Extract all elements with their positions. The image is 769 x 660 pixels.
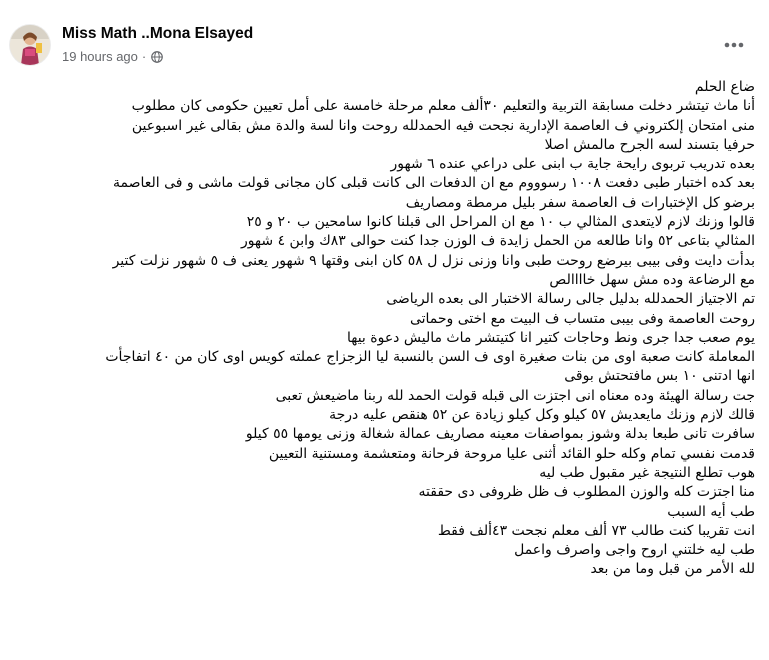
post-text-line: طب ليه خلتني اروح واجى واصرف واعمل <box>514 542 755 559</box>
post-text-line: لله الأمر من قبل وما من بعد <box>590 561 755 578</box>
post-text-line: قدمت نفسي تمام وكله حلو القائد أثنى عليا مروحة فرحانة ومتعشمة ومستنية التعيين <box>268 445 755 462</box>
globe-icon[interactable] <box>151 51 163 63</box>
post-text-line: أنا ماث تيتشر دخلت مسابقة التربية والتعليم ٣٠ألف معلم مرحلة خامسة على أمل تعيين حكومى كان مطلوب <box>131 98 755 115</box>
post-text-line: يوم صعب جدا جرى ونط وحاجات كتير انا كتيتشر ماث ماليش دعوة بيها <box>346 329 755 346</box>
post-text-line: سافرت تانى طبعا بدلة وشوز بمواصفات معينه مصاريف عمالة شغالة وزنى يومها ٥٥ كيلو <box>245 426 755 443</box>
post-text-line: بدأت دايت وفى بيبى بيرضع روحت طبى وانا وزنى نزل ل ٥٨ كان ابنى وقتها ٩ شهور يعنى ف ٥ شهور نزلت كتير <box>112 252 755 269</box>
post-text-line: بعد كده اختبار طبى دفعت ١٠٠٨ رسوووم مع ان الدفعات الى كانت قبلى كان مجانى قولت ماشى و فى العاصمة <box>113 175 755 192</box>
post-text-line: تم الاجتياز الحمدلله بدليل جالى رسالة الاختبار الى بعده الرياضى <box>386 291 755 308</box>
post-text-line: المعاملة كانت صعبة اوى من بنات صغيرة اوى ف السن بالنسبة ليا الزجزاج عملته كويس اوى كان من ٤٠ اتفاجأت <box>105 349 755 366</box>
meta-separator: · <box>141 49 147 64</box>
post-text-line: هوب تطلع النتيجة غير مقبول طب ليه <box>539 464 755 481</box>
post-header <box>0 0 769 78</box>
more-options-icon <box>724 42 744 48</box>
post-text <box>7 78 755 580</box>
post-text-line: قالوا وزنك لازم لايتعدى المثالي ب ١٠ مع ان المراحل الى قبلنا كانوا سامحين ب ٢٠ و ٢٥ <box>246 214 755 231</box>
author-avatar[interactable] <box>10 25 50 65</box>
post-text-line: بعده تدريب تربوى رايحة جاية ب ابنى على دراعي عنده ٦ شهور <box>390 156 755 173</box>
more-options-button[interactable] <box>716 27 752 63</box>
post-text-line: برضو كل الإختبارات ف العاصمة سفر بليل مرمطة ومصاريف <box>405 194 755 211</box>
post-text-line: حرفيا بتسند لسه الجرح مالمش اصلا <box>544 136 755 153</box>
post-meta <box>62 49 163 64</box>
post-text-line: انها ادتنى ١٠ بس مافتحتش بوقى <box>564 368 755 385</box>
post-text-line: مع الرضاعة وده مش سهل خاااالص <box>549 271 755 288</box>
author-name[interactable]: Miss Math ..Mona Elsayed <box>62 25 254 42</box>
post-text-line: قالك لازم وزنك مايعديش ٥٧ كيلو وكل كيلو زيادة عن ٥٢ هنقص عليه درجة <box>329 407 755 424</box>
post-text-line: روحت العاصمة وفى بيبى متساب ف البيت مع اختى وحماتى <box>409 310 755 327</box>
post-text-line: انت تقريبا كنت طالب ٧٣ ألف معلم نجحت ٤٣ألف فقط <box>437 522 755 539</box>
post-text-line: طب أيه السبب <box>667 503 755 520</box>
post-text-line: منا اجتزت كله والوزن المطلوب ف ظل ظروفى دى حققته <box>418 484 755 501</box>
avatar-image <box>10 25 50 65</box>
post-timestamp[interactable]: 19 hours ago <box>62 49 138 64</box>
post-text-line: جت رسالة الهيئة وده معناه انى اجتزت الى قبله قولت الحمد لله ربنا ماضيعش تعبى <box>275 387 755 404</box>
post-text-line: المثالي بتاعى ٥٢ وانا طالعه من الحمل زايدة ف الوزن جدا كنت حوالى ٨٣ك وابن ٤ شهور <box>240 233 755 250</box>
post-text-line: منى امتحان إلكتروني ف العاصمة الإدارية نجحت فيه الحمدلله روحت وانا لسة والدة مش بقالى غير اسبوعين <box>131 117 755 134</box>
post-text-line: ضاع الحلم <box>694 79 755 95</box>
